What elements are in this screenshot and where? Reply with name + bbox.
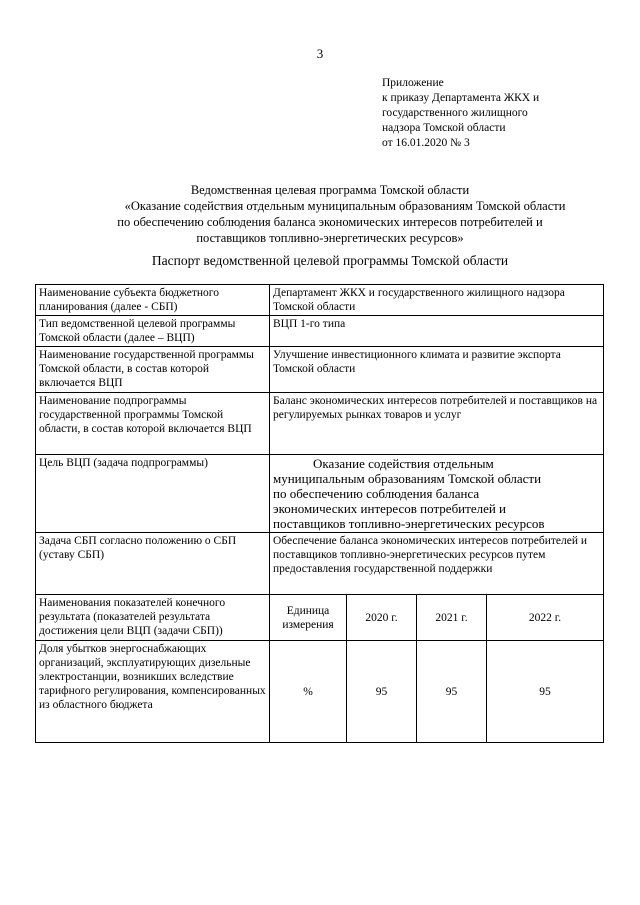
- unit-header: Единица измерения: [270, 595, 347, 641]
- row-value: Департамент ЖКХ и государственного жилищного надзора Томской области: [270, 285, 604, 316]
- year-header: 2022 г.: [487, 595, 604, 641]
- goal-value: [270, 455, 604, 533]
- indicators-header-label: Наименования показателей конечного результата (показателей результата достижения цели ВЦП (задачи СБП)): [36, 595, 270, 641]
- passport-heading: Паспорт ведомственной целевой программы Томской области: [151, 253, 509, 268]
- goal-line: поставщиков топливно-энергетических ресурсов: [273, 516, 545, 531]
- goal-line: экономических интересов потребителей и: [273, 501, 507, 516]
- row-label: Наименование государственной программы Томской области, в состав которой включается ВЦП: [36, 347, 270, 393]
- row-label: Наименование подпрограммы государственной программы Томской области, в состав которой включается ВЦП: [36, 393, 270, 455]
- table-row: [36, 316, 604, 347]
- appendix-line: Приложение: [382, 77, 444, 89]
- appendix-line: к приказу Департамента ЖКХ и: [382, 92, 540, 104]
- task-label: Задача СБП согласно положению о СБП (уставу СБП): [36, 533, 270, 595]
- indicator-value: 95: [347, 641, 417, 743]
- appendix-line: государственного жилищного: [382, 107, 528, 119]
- title-line: поставщиков топливно-энергетических ресурсов»: [196, 231, 464, 245]
- title-line: «Оказание содействия отдельным муниципальным образованиям Томской области: [124, 199, 566, 213]
- indicators-header-row: [36, 595, 604, 641]
- table-row: [36, 347, 604, 393]
- indicator-value: 95: [417, 641, 487, 743]
- goal-line: муниципальным образованиям Томской области: [273, 471, 542, 486]
- row-value: ВЦП 1-го типа: [270, 316, 604, 347]
- appendix-line: надзора Томской области: [382, 122, 506, 134]
- passport-table: [35, 284, 604, 743]
- row-label: Наименование субъекта бюджетного планирования (далее - СБП): [36, 285, 270, 316]
- appendix-line: от 16.01.2020 № 3: [382, 137, 470, 149]
- task-row: [36, 533, 604, 595]
- row-value: Баланс экономических интересов потребителей и поставщиков на регулируемых рынках товаров и услуг: [270, 393, 604, 455]
- title-line: Ведомственная целевая программа Томской области: [190, 183, 470, 197]
- indicator-unit: %: [270, 641, 347, 743]
- table-row: [36, 393, 604, 455]
- goal-line: Оказание содействия отдельным: [313, 456, 494, 471]
- goal-line: по обеспечению соблюдения баланса: [273, 486, 480, 501]
- indicator-name: Доля убытков энергоснабжающих организаций, эксплуатирующих дизельные электростанции, возникших вследствие тарифного регулирования, компенсированных из областного бюджета: [36, 641, 270, 743]
- row-value: Улучшение инвестиционного климата и развитие экспорта Томской области: [270, 347, 604, 393]
- row-label: Тип ведомственной целевой программы Томской области (далее – ВЦП): [36, 316, 270, 347]
- goal-label: Цель ВЦП (задача подпрограммы): [36, 455, 270, 533]
- table-row: [36, 285, 604, 316]
- task-value: Обеспечение баланса экономических интересов потребителей и поставщиков топливно-энергетических ресурсов путем предоставления государственной поддержки: [270, 533, 604, 595]
- title-line: по обеспечению соблюдения баланса экономических интересов потребителей и: [117, 215, 543, 229]
- document-title: [60, 182, 600, 246]
- goal-row: [36, 455, 604, 533]
- year-header: 2020 г.: [347, 595, 417, 641]
- indicator-value: 95: [487, 641, 604, 743]
- year-header: 2021 г.: [417, 595, 487, 641]
- appendix-block: [382, 76, 622, 151]
- indicator-row: [36, 641, 604, 743]
- page-number: 3: [316, 46, 324, 61]
